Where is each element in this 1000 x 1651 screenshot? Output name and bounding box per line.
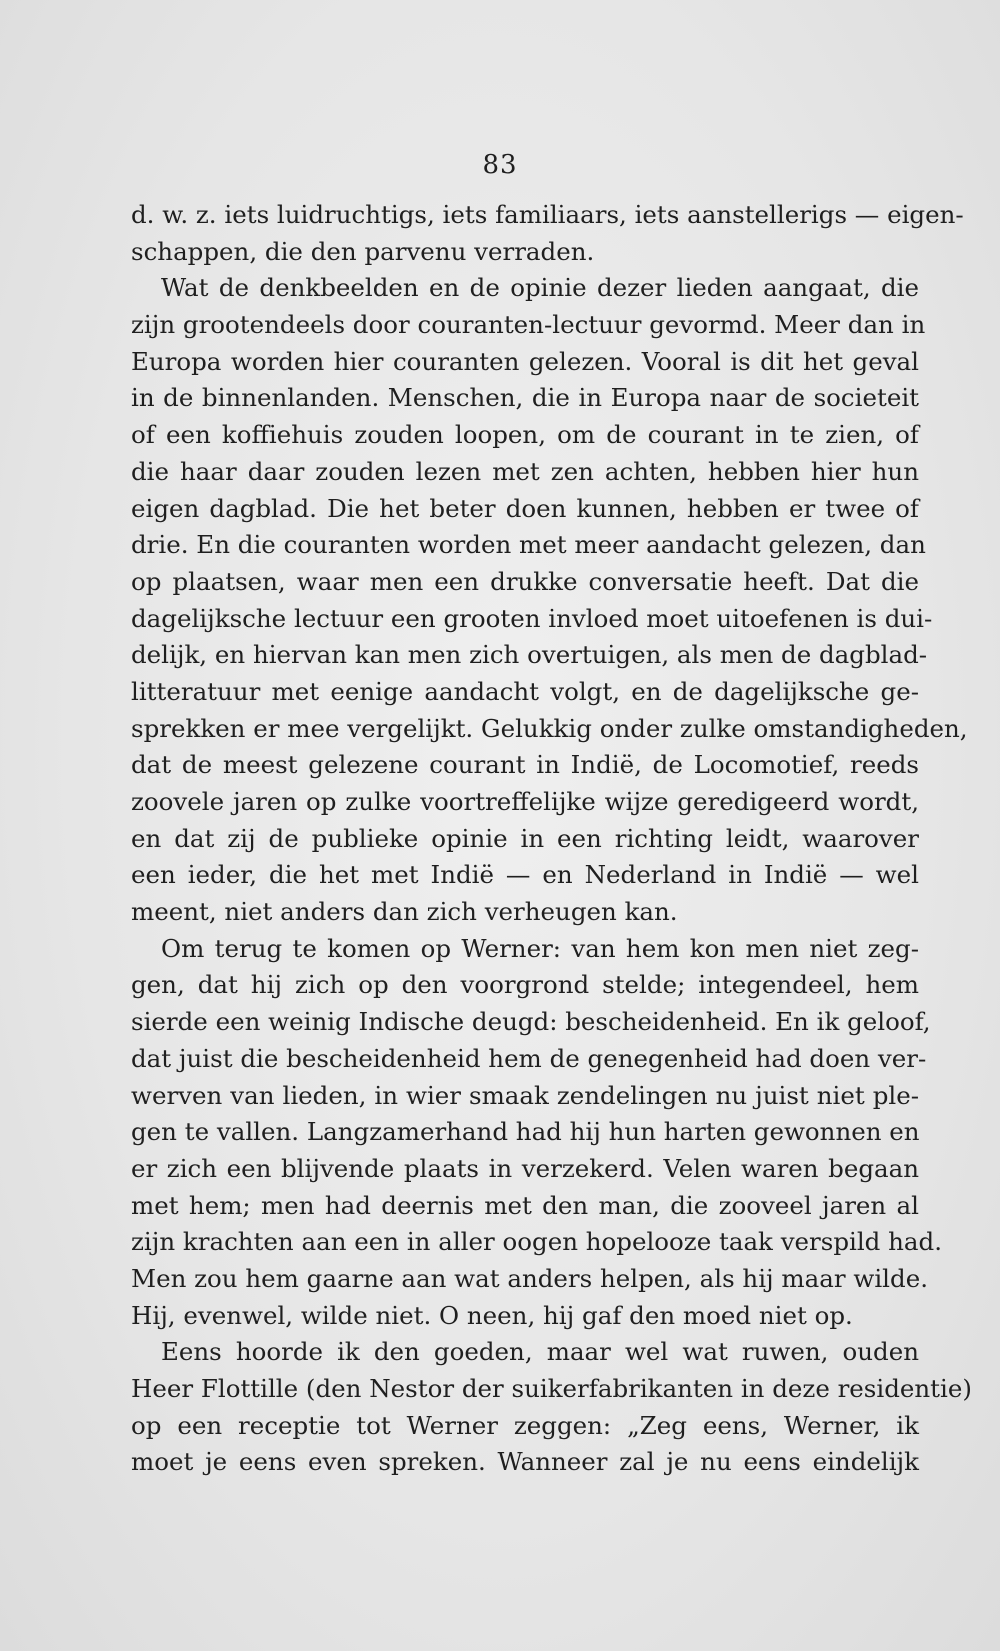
text-line: sierde een weinig Indische deugd: bescheidenheid. En ik geloof, bbox=[131, 1007, 931, 1037]
text-line: Men zou hem gaarne aan wat anders helpen, als hij maar wilde. bbox=[131, 1263, 928, 1293]
text-line: met hem; men had deernis met den man, die zooveel jaren al bbox=[131, 1190, 919, 1220]
text-line: Eens hoorde ik den goeden, maar wel wat ruwen, ouden bbox=[161, 1337, 919, 1367]
text-line: Om terug te komen op Werner: van hem kon men niet zeg- bbox=[161, 933, 919, 963]
text-line: gen, dat hij zich op den voorgrond stelde; integendeel, hem bbox=[131, 970, 919, 1000]
text-line: gen te vallen. Langzamerhand had hij hun harten gewonnen en bbox=[131, 1117, 920, 1147]
text-line: Hij, evenwel, wilde niet. O neen, hij gaf den moed niet op. bbox=[131, 1300, 853, 1330]
body-text bbox=[131, 197, 972, 1481]
text-line: dat juist die bescheidenheid hem de genegenheid had doen ver- bbox=[131, 1043, 927, 1073]
text-line: moet je eens even spreken. Wanneer zal je nu eens eindelijk bbox=[131, 1447, 919, 1477]
text-line: Wat de denkbeelden en de opinie dezer lieden aangaat, die bbox=[161, 273, 919, 303]
page-number: 83 bbox=[482, 150, 518, 180]
text-line: sprekken er mee vergelijkt. Gelukkig onder zulke omstandigheden, bbox=[131, 713, 968, 743]
text-line: of een koffiehuis zouden loopen, om de courant in te zien, of bbox=[131, 420, 919, 450]
text-line: in de binnenlanden. Menschen, die in Europa naar de societeit bbox=[131, 383, 919, 413]
text-line: schappen, die den parvenu verraden. bbox=[131, 236, 595, 266]
text-line: delijk, en hiervan kan men zich overtuigen, als men de dagblad- bbox=[131, 640, 928, 670]
text-line: meent, niet anders dan zich verheugen kan. bbox=[131, 897, 678, 927]
text-line: zijn krachten aan een in aller oogen hopelooze taak verspild had. bbox=[131, 1227, 943, 1257]
text-line: op een receptie tot Werner zeggen: „Zeg eens, Werner, ik bbox=[131, 1410, 919, 1440]
text-line: een ieder, die het met Indië — en Nederland in Indië — wel bbox=[131, 860, 919, 890]
text-line: zoovele jaren op zulke voortreffelijke wijze geredigeerd wordt, bbox=[131, 787, 919, 816]
text-line: dagelijksche lectuur een grooten invloed moet uitoefenen is dui- bbox=[131, 603, 933, 633]
text-line: litteratuur met eenige aandacht volgt, en de dagelijksche ge- bbox=[131, 676, 919, 706]
text-line: er zich een blijvende plaats in verzekerd. Velen waren begaan bbox=[131, 1153, 919, 1183]
text-line: zijn grootendeels door couranten-lectuur gevormd. Meer dan in bbox=[131, 310, 926, 340]
text-line: en dat zij de publieke opinie in een richting leidt, waarover bbox=[131, 823, 919, 853]
text-line: op plaatsen, waar men een drukke conversatie heeft. Dat die bbox=[131, 566, 919, 596]
text-line: Heer Flottille (den Nestor der suikerfabrikanten in deze residentie) bbox=[131, 1374, 972, 1403]
text-line: Europa worden hier couranten gelezen. Vooral is dit het geval bbox=[131, 346, 919, 376]
text-line: werven van lieden, in wier smaak zendelingen nu juist niet ple- bbox=[131, 1080, 919, 1110]
text-line: eigen dagblad. Die het beter doen kunnen, hebben er twee of bbox=[131, 493, 919, 523]
text-line: drie. En die couranten worden met meer aandacht gelezen, dan bbox=[131, 530, 926, 560]
text-line: dat de meest gelezene courant in Indië, de Locomotief, reeds bbox=[131, 750, 919, 780]
text-line: d. w. z. iets luidruchtigs, iets familiaars, iets aanstellerigs — eigen- bbox=[131, 200, 964, 229]
text-line: die haar daar zouden lezen met zen achten, hebben hier hun bbox=[131, 456, 919, 486]
